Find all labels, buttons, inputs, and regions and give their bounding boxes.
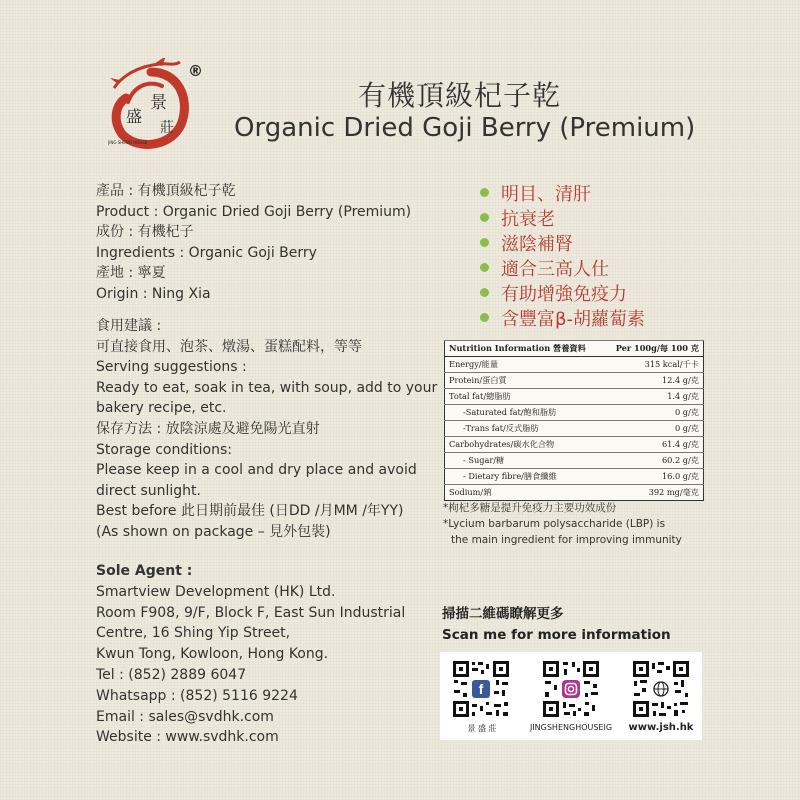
usage-line: Serving suggestions : xyxy=(96,359,247,376)
usage-line: 可直接食用、泡茶、燉湯、蛋糕配料，等等 xyxy=(96,338,362,355)
sole-agent-block xyxy=(96,561,436,748)
qr-code-website[interactable] xyxy=(632,660,690,718)
nutrient-value: 12.4 g/克 xyxy=(603,373,703,389)
bullet-dot-icon xyxy=(480,238,489,247)
nutrient-value: 61.4 g/克 xyxy=(603,437,703,453)
nutrient-value: 60.2 g/克 xyxy=(603,453,703,469)
usage-line: 食用建議 : xyxy=(96,318,162,334)
nutrient-value: 392 mg/毫克 xyxy=(603,485,703,501)
nutrient-name: Carbohydrates/碳水化合物 xyxy=(445,437,604,453)
bullet-dot-icon xyxy=(480,288,489,297)
table-row xyxy=(445,373,704,389)
qr-label: JINGSHENGHOUSEIG xyxy=(529,723,613,732)
benefit-label: 抗衰老 xyxy=(501,208,555,230)
benefits-list xyxy=(480,180,645,330)
table-row xyxy=(445,389,704,405)
agent-heading: Sole Agent : xyxy=(96,563,193,579)
agent-line: Kwun Tong, Kowloon, Hong Kong. xyxy=(96,646,329,663)
nutrient-value: 16.0 g/克 xyxy=(603,469,703,485)
table-row xyxy=(445,421,704,437)
table-row xyxy=(445,405,704,421)
svg-text:f: f xyxy=(478,681,484,697)
agent-website: Website : www.svdhk.com xyxy=(96,729,279,746)
product-info-line: 產地 : 寧夏 xyxy=(96,265,166,282)
immunity-notes xyxy=(443,500,682,548)
nutrient-value: 0 g/克 xyxy=(603,405,703,421)
product-info-line: Ingredients : Organic Goji Berry xyxy=(96,244,317,261)
nutrition-header-left: Nutrition Information 營養資料 xyxy=(445,341,604,357)
benefit-item xyxy=(480,180,645,205)
benefit-label: 滋陰補腎 xyxy=(501,233,573,255)
benefit-item xyxy=(480,230,645,255)
title-english: Organic Dried Goji Berry (Premium) xyxy=(234,113,696,143)
qr-label: www.jsh.hk xyxy=(628,722,694,733)
product-info xyxy=(96,181,436,305)
note-line: *枸杞多糖是提升免疫力主要功效成份 xyxy=(443,502,617,514)
nutrient-name: Protein/蛋白質 xyxy=(445,373,604,389)
scan-prompt-chinese: 掃描二維碼瞭解更多 xyxy=(442,606,564,622)
bullet-dot-icon xyxy=(480,263,489,272)
benefit-item xyxy=(480,280,645,305)
svg-text:莊: 莊 xyxy=(160,120,174,136)
agent-line: Smartview Development (HK) Ltd. xyxy=(96,583,336,600)
scan-prompt xyxy=(442,604,671,646)
table-row xyxy=(445,437,704,453)
nutrient-name: Sodium/鈉 xyxy=(445,485,604,501)
scan-prompt-english: Scan me for more information xyxy=(442,627,671,643)
agent-phone: Tel : (852) 2889 6047 xyxy=(96,666,247,683)
qr-code-icon xyxy=(632,660,690,718)
benefit-item xyxy=(480,205,645,230)
svg-text:盛: 盛 xyxy=(126,107,143,126)
table-row xyxy=(445,357,704,373)
benefit-label: 適合三高人仕 xyxy=(501,258,609,280)
brand-logo xyxy=(108,58,194,156)
usage-storage-info xyxy=(96,316,436,543)
table-row xyxy=(445,453,704,469)
benefit-label: 有助增強免疫力 xyxy=(501,283,627,305)
nutrient-name: - Sugar/糖 xyxy=(445,453,604,469)
usage-line: 保存方法 : 放陰涼處及避免陽光直射 xyxy=(96,420,320,437)
agent-whatsapp: Whatsapp : (852) 5116 9224 xyxy=(96,687,298,704)
nutrient-value: 0 g/克 xyxy=(603,421,703,437)
usage-line: direct sunlight. xyxy=(96,482,201,499)
product-info-line: Product : Organic Dried Goji Berry (Premium) xyxy=(96,203,412,220)
qr-code-panel xyxy=(440,652,702,740)
bullet-dot-icon xyxy=(480,188,489,197)
usage-line: bakery recipe, etc. xyxy=(96,400,227,417)
nutrient-name: Total fat/總脂肪 xyxy=(445,389,604,405)
nutrition-table xyxy=(444,340,704,501)
title-chinese: 有機頂級杞子乾 xyxy=(358,79,562,112)
qr-code-icon xyxy=(542,660,600,718)
qr-code-facebook[interactable] xyxy=(452,660,510,718)
nutrient-name: -Trans fat/反式脂肪 xyxy=(445,421,604,437)
product-info-line: 產品 : 有機頂級杞子乾 xyxy=(96,183,236,199)
product-info-line: Origin : Ning Xia xyxy=(96,285,211,302)
qr-label: 景 盛 莊 xyxy=(467,724,497,733)
usage-line: Please keep in a cool and dry place and avoid xyxy=(96,462,417,479)
qr-code-instagram[interactable] xyxy=(542,660,600,718)
nutrient-value: 315 kcal/千卡 xyxy=(603,357,703,373)
bullet-dot-icon xyxy=(480,213,489,222)
product-info-line: 成份 : 有機杞子 xyxy=(96,224,194,241)
nutrient-name: -Saturated fat/飽和脂肪 xyxy=(445,405,604,421)
benefit-item xyxy=(480,305,645,330)
nutrition-header-right: Per 100g/每 100 克 xyxy=(603,341,703,357)
table-row xyxy=(445,485,704,501)
usage-line: Ready to eat, soak in tea, with soup, add to your xyxy=(96,379,438,396)
usage-line: Storage conditions: xyxy=(96,441,232,458)
nutrient-name: - Dietary fibre/膳食纖維 xyxy=(445,469,604,485)
nutrient-name: Energy/能量 xyxy=(445,357,604,373)
usage-line: Best before 此日期前最佳 (日DD /月MM /年YY) xyxy=(96,503,404,520)
bullet-dot-icon xyxy=(480,313,489,322)
svg-text:景: 景 xyxy=(150,93,167,113)
benefit-label: 含豐富β-胡蘿蔔素 xyxy=(501,308,645,330)
table-row xyxy=(445,469,704,485)
usage-line: (As shown on package – 見外包裝) xyxy=(96,523,331,540)
agent-email: Email : sales@svdhk.com xyxy=(96,708,274,725)
note-line: the main ingredient for improving immunity xyxy=(451,534,682,546)
agent-line: Room F908, 9/F, Block F, East Sun Industrial xyxy=(96,604,406,621)
agent-line: Centre, 16 Shing Yip Street, xyxy=(96,625,291,642)
benefit-item xyxy=(480,255,645,280)
nutrition-header-row xyxy=(445,341,704,357)
note-line: *Lycium barbarum polysaccharide (LBP) is xyxy=(443,518,666,530)
registered-mark: ® xyxy=(188,62,203,80)
qr-code-icon xyxy=(452,660,510,718)
benefit-label: 明目、清肝 xyxy=(501,183,591,205)
nutrient-value: 1.4 g/克 xyxy=(603,389,703,405)
svg-text:JING SHENG HOUSE: JING SHENG HOUSE xyxy=(108,140,148,145)
